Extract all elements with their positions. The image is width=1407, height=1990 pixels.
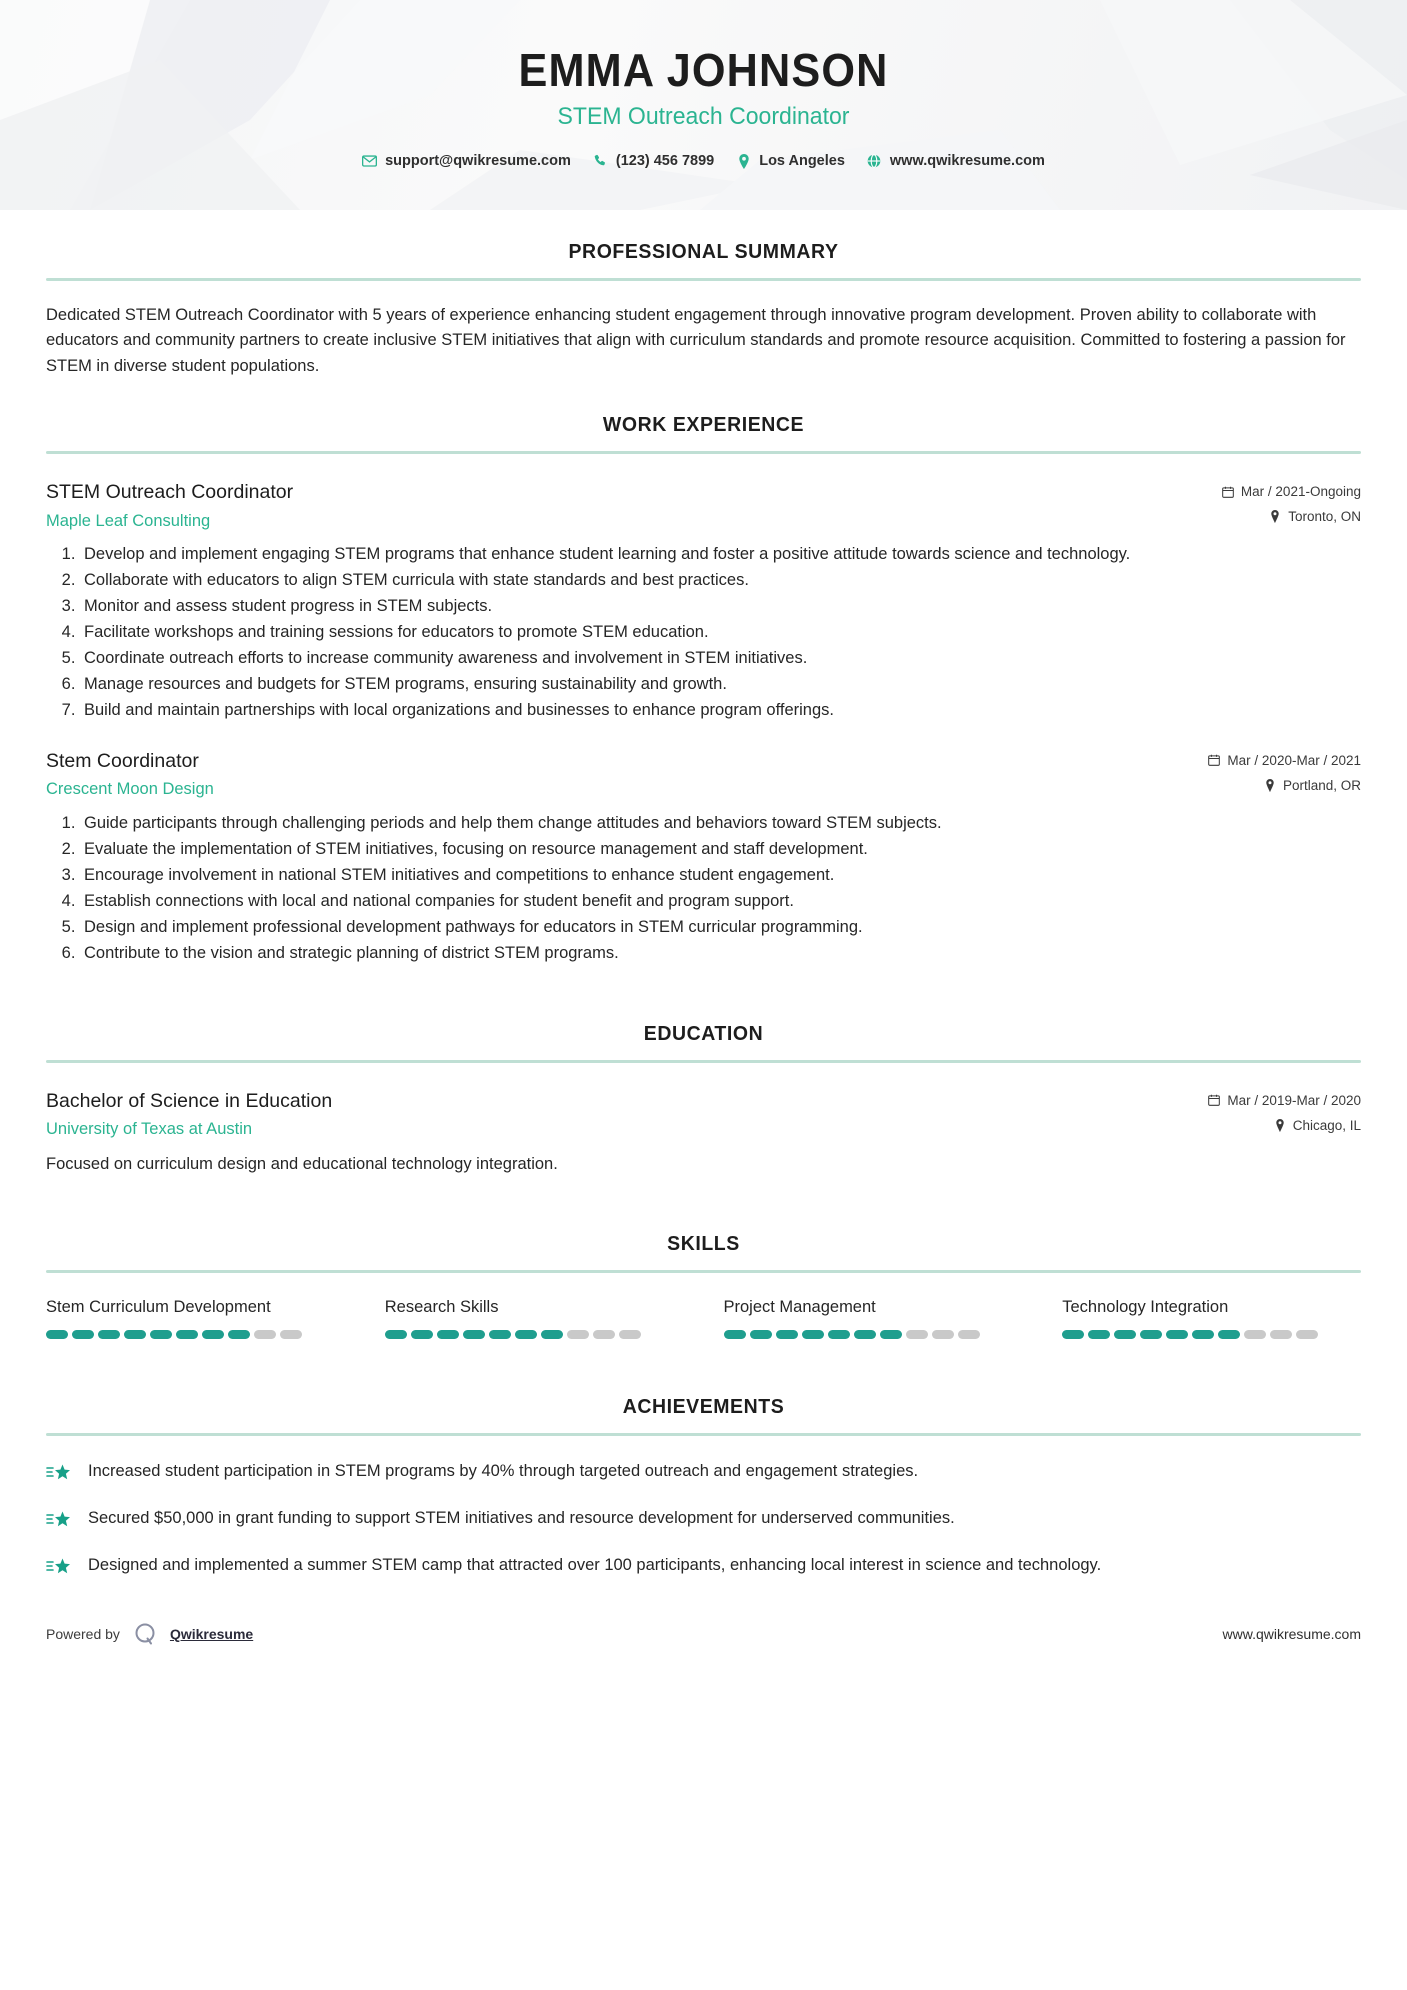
contact-location (736, 153, 845, 169)
contact-phone-value: (123) 456 7899 (615, 153, 715, 170)
calendar-icon (1208, 754, 1220, 767)
job-title: STEM Outreach Coordinator (46, 481, 294, 504)
envelope-icon (362, 154, 377, 169)
skill-segment (228, 1330, 250, 1339)
bullet-item: 5. Design and implement professional development pathways for educators in STEM curricular programming. (80, 916, 1361, 940)
skill-label: Research Skills (384, 1298, 499, 1317)
section-rule (46, 278, 1361, 281)
skill-segment (619, 1330, 641, 1339)
entry-left (46, 480, 1222, 531)
achievement-item (46, 1507, 1361, 1534)
entry-left (46, 749, 1208, 800)
skill-segment (776, 1330, 798, 1339)
location-pin-icon (736, 154, 751, 169)
bullet-item: 5. Coordinate outreach efforts to increase community awareness and involvement in STEM initiatives. (80, 647, 1361, 671)
star-icon (46, 1555, 72, 1581)
section-work-experience (46, 413, 1361, 965)
achievement-item (46, 1460, 1361, 1487)
job-title: Stem Coordinator (46, 749, 199, 772)
skill-segment (1166, 1330, 1188, 1339)
skill-label: Stem Curriculum Development (46, 1298, 271, 1317)
achievements-list (46, 1460, 1361, 1581)
education-entry (46, 1089, 1361, 1177)
skill-segment (489, 1330, 511, 1339)
bullet-item: 4. Facilitate workshops and training sessions for educators to promote STEM education. (80, 621, 1361, 645)
map-marker-icon (1274, 1119, 1286, 1132)
contact-website-value: www.qwikresume.com (889, 153, 1045, 170)
skill-item (385, 1297, 684, 1339)
skill-segment (593, 1330, 615, 1339)
work-entry (46, 480, 1361, 723)
school-name: University of Texas at Austin (46, 1119, 253, 1138)
education-description: Focused on curriculum design and educational technology integration. (46, 1154, 558, 1173)
location-line (1208, 1118, 1361, 1133)
footer-website-url[interactable]: www.qwikresume.com (1222, 1626, 1361, 1643)
section-title-summary: PROFESSIONAL SUMMARY (568, 240, 839, 263)
skill-segment (1062, 1330, 1084, 1339)
bullet-item: 3. Monitor and assess student progress in STEM subjects. (80, 595, 1361, 619)
achievement-text: Designed and implemented a summer STEM camp that attracted over 100 participants, enhancing local interest in science and technology. (88, 1556, 1102, 1575)
entry-header (46, 1089, 1361, 1140)
page-footer (0, 1621, 1407, 1675)
entry-meta (1208, 749, 1361, 793)
skill-segment (802, 1330, 824, 1339)
skill-segment (254, 1330, 276, 1339)
achievement-text: Secured $50,000 in grant funding to support STEM initiatives and resource development for underserved communities. (88, 1509, 955, 1528)
bullet-item: 1. Guide participants through challenging periods and help them change attitudes and behaviors toward STEM subjects. (80, 812, 1361, 836)
education-location: Chicago, IL (1292, 1117, 1361, 1133)
skill-segment (906, 1330, 928, 1339)
skill-segment (150, 1330, 172, 1339)
job-date: Mar / 2021-Ongoing (1240, 484, 1361, 500)
skill-segment (280, 1330, 302, 1339)
contact-email[interactable] (362, 153, 571, 169)
skill-segment (880, 1330, 902, 1339)
skill-segment (1088, 1330, 1110, 1339)
bullet-item: 2. Evaluate the implementation of STEM initiatives, focusing on resource management and staff development. (80, 838, 1361, 862)
section-rule (46, 1433, 1361, 1436)
bullet-item: 3. Encourage involvement in national STEM initiatives and competitions to enhance student engagement. (80, 864, 1361, 888)
powered-by-block (46, 1621, 253, 1647)
contact-phone[interactable] (593, 153, 714, 169)
company-name: Crescent Moon Design (46, 780, 214, 799)
skill-segment (541, 1330, 563, 1339)
globe-icon (867, 154, 882, 169)
candidate-name: EMMA JOHNSON (518, 44, 889, 96)
location-line (1208, 778, 1361, 793)
skill-segment (98, 1330, 120, 1339)
company-name: Maple Leaf Consulting (46, 511, 211, 530)
section-title-achievements: ACHIEVEMENTS (622, 1395, 785, 1419)
contact-location-value: Los Angeles (759, 153, 845, 170)
map-marker-icon (1264, 779, 1276, 792)
education-date: Mar / 2019-Mar / 2020 (1227, 1092, 1361, 1108)
entry-meta (1208, 1089, 1361, 1133)
skill-meter (46, 1330, 345, 1339)
skill-segment (1218, 1330, 1240, 1339)
skill-segment (463, 1330, 485, 1339)
skill-segment (1114, 1330, 1136, 1339)
achievement-item (46, 1554, 1361, 1581)
qwikresume-brand-link[interactable]: Qwikresume (169, 1626, 254, 1643)
calendar-icon (1222, 485, 1234, 498)
skill-segment (385, 1330, 407, 1339)
qwikresume-logo-icon (132, 1621, 158, 1647)
star-icon (46, 1461, 72, 1487)
skill-segment (828, 1330, 850, 1339)
summary-text: Dedicated STEM Outreach Coordinator with 5 years of experience enhancing student engagement through innovative program development. Proven ability to collaborate with educators and community partners to create inclusive STEM initiatives that align with curriculum standards and promote resource acquisition. Committed to fostering a passion for STEM in diverse student populations. (46, 306, 1346, 375)
skill-segment (515, 1330, 537, 1339)
section-rule (46, 1060, 1361, 1063)
skill-segment (1140, 1330, 1162, 1339)
location-line (1222, 509, 1361, 524)
entry-left (46, 1089, 1208, 1140)
calendar-icon (1208, 1094, 1220, 1107)
entry-header (46, 480, 1361, 531)
bullet-item: 6. Contribute to the vision and strategic planning of district STEM programs. (80, 942, 1361, 966)
skill-meter (385, 1330, 684, 1339)
job-bullets (46, 812, 1361, 966)
degree-title: Bachelor of Science in Education (46, 1089, 333, 1112)
job-bullets (46, 543, 1361, 722)
skill-item (724, 1297, 1023, 1339)
skill-meter (1062, 1330, 1361, 1339)
skill-item (46, 1297, 345, 1339)
contact-website[interactable] (867, 153, 1045, 169)
job-date: Mar / 2020-Mar / 2021 (1227, 752, 1361, 768)
skill-segment (124, 1330, 146, 1339)
skill-segment (567, 1330, 589, 1339)
date-line (1222, 484, 1361, 499)
skill-segment (750, 1330, 772, 1339)
skills-grid (46, 1297, 1361, 1339)
skill-segment (958, 1330, 980, 1339)
phone-icon (593, 154, 608, 169)
section-professional-summary (46, 240, 1361, 379)
bullet-item: 7. Build and maintain partnerships with local organizations and businesses to enhance program offerings. (80, 699, 1361, 723)
resume-content (0, 240, 1407, 1581)
powered-by-label: Powered by (46, 1626, 120, 1643)
skill-segment (854, 1330, 876, 1339)
skill-segment (1244, 1330, 1266, 1339)
bullet-item: 6. Manage resources and budgets for STEM programs, ensuring sustainability and growth. (80, 673, 1361, 697)
skill-label: Technology Integration (1062, 1298, 1229, 1317)
bullet-item: 2. Collaborate with educators to align STEM curricula with state standards and best practices. (80, 569, 1361, 593)
section-education (46, 1022, 1361, 1177)
map-marker-icon (1269, 510, 1281, 523)
skill-segment (411, 1330, 433, 1339)
skill-segment (46, 1330, 68, 1339)
section-title-skills: SKILLS (667, 1232, 740, 1256)
skill-segment (724, 1330, 746, 1339)
date-line (1208, 753, 1361, 768)
skill-segment (202, 1330, 224, 1339)
job-location: Portland, OR (1282, 777, 1361, 793)
skill-segment (1296, 1330, 1318, 1339)
bullet-item: 1. Develop and implement engaging STEM programs that enhance student learning and foster a positive attitude towards science and technology. (80, 543, 1361, 567)
section-title-work: WORK EXPERIENCE (602, 413, 805, 437)
star-icon (46, 1508, 72, 1534)
skill-segment (1270, 1330, 1292, 1339)
section-rule (46, 1270, 1361, 1273)
header-banner (0, 0, 1407, 210)
candidate-role: STEM Outreach Coordinator (557, 103, 850, 131)
skill-meter (724, 1330, 1023, 1339)
contact-row (0, 153, 1407, 169)
section-rule (46, 451, 1361, 454)
skill-segment (72, 1330, 94, 1339)
skill-label: Project Management (723, 1298, 876, 1317)
skill-segment (437, 1330, 459, 1339)
skill-segment (1192, 1330, 1214, 1339)
date-line (1208, 1093, 1361, 1108)
work-entry (46, 749, 1361, 966)
entry-header (46, 749, 1361, 800)
bullet-item: 4. Establish connections with local and national companies for student benefit and program support. (80, 890, 1361, 914)
entry-meta (1222, 480, 1361, 524)
skill-item (1062, 1297, 1361, 1339)
skill-segment (932, 1330, 954, 1339)
job-location: Toronto, ON (1288, 509, 1361, 525)
contact-email-value: support@qwikresume.com (385, 153, 571, 170)
achievement-text: Increased student participation in STEM programs by 40% through targeted outreach and engagement strategies. (88, 1462, 919, 1481)
section-title-education: EDUCATION (643, 1021, 764, 1045)
skill-segment (176, 1330, 198, 1339)
section-skills (46, 1232, 1361, 1339)
section-achievements (46, 1395, 1361, 1581)
